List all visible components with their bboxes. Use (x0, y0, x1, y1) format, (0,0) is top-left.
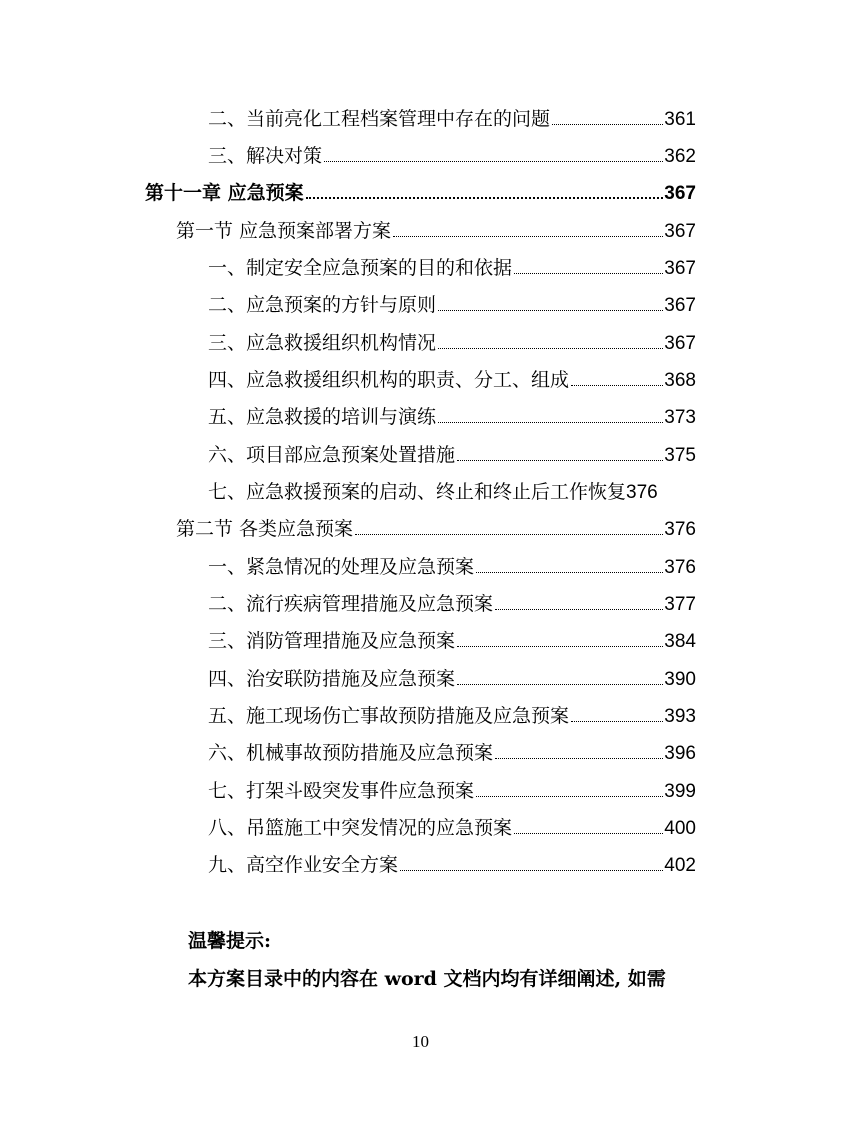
toc-entry-page: 376 (664, 557, 696, 578)
toc-entry-label: 二、应急预案的方针与原则 (208, 294, 437, 316)
toc-entry-label: 六、机械事故预防措施及应急预案 (208, 742, 494, 764)
toc-entry-page: 390 (664, 669, 696, 690)
toc-entry-label: 七、应急救援预案的启动、终止和终止后工作恢复 (208, 481, 627, 503)
dot-leader (495, 609, 663, 610)
toc-entry-page: 367 (664, 183, 696, 204)
toc-entry-label: 七、打架斗殴突发事件应急预案 (208, 780, 475, 802)
toc-entry-page: 376 (626, 482, 658, 503)
tip-heading: 温馨提示: (188, 930, 272, 952)
dot-leader (476, 572, 663, 573)
toc-entry[interactable] (208, 776, 696, 806)
toc-entry[interactable] (208, 589, 696, 619)
toc-entry-page: 361 (664, 109, 696, 130)
toc-entry-page: 367 (664, 295, 696, 316)
toc-entry[interactable] (208, 104, 696, 134)
toc-entry[interactable] (208, 328, 696, 358)
toc-entry[interactable] (208, 552, 696, 582)
dot-leader (438, 422, 663, 423)
toc-entry-page: 367 (664, 333, 696, 354)
toc-entry[interactable] (208, 402, 696, 432)
dot-leader (355, 534, 663, 535)
dot-leader (393, 236, 663, 237)
toc-entry-label: 三、消防管理措施及应急预案 (208, 630, 456, 652)
dot-leader (476, 796, 663, 797)
dot-leader (324, 161, 663, 162)
toc-entry-label: 二、流行疾病管理措施及应急预案 (208, 593, 494, 615)
page-number: 10 (412, 1032, 429, 1051)
dot-leader (571, 721, 663, 722)
toc-section-entry[interactable] (176, 514, 696, 544)
toc-entry[interactable] (208, 365, 696, 395)
toc-entry[interactable] (208, 253, 696, 283)
toc-entry-page: 367 (664, 221, 696, 242)
toc-section-entry[interactable] (176, 216, 696, 246)
toc-entry-page: 376 (664, 519, 696, 540)
toc-entry-label: 一、紧急情况的处理及应急预案 (208, 556, 475, 578)
toc-entry-page: 373 (664, 407, 696, 428)
dot-leader (514, 273, 663, 274)
dot-leader (457, 460, 663, 461)
dot-leader (400, 870, 663, 871)
toc-entry-label: 二、当前亮化工程档案管理中存在的问题 (208, 108, 551, 130)
toc-entry-label: 三、应急救援组织机构情况 (208, 332, 437, 354)
dot-leader (514, 833, 663, 834)
toc-entry-label: 三、解决对策 (208, 145, 323, 167)
toc-entry-page: 377 (664, 594, 696, 615)
toc-entry[interactable] (208, 141, 696, 171)
toc-entry-page: 400 (664, 818, 696, 839)
dot-leader (552, 124, 663, 125)
dot-leader (438, 348, 663, 349)
toc-entry[interactable] (208, 440, 696, 470)
toc-entry-page: 362 (664, 146, 696, 167)
toc-entry[interactable] (208, 290, 696, 320)
toc-entry-page: 384 (664, 631, 696, 652)
toc-entry-label: 九、高空作业安全方案 (208, 854, 399, 876)
toc-entry-page: 368 (664, 370, 696, 391)
toc-entry[interactable] (208, 477, 718, 507)
dot-leader (457, 684, 663, 685)
toc-entry[interactable] (208, 701, 696, 731)
dot-leader (438, 310, 663, 311)
toc-entry[interactable] (208, 626, 696, 656)
toc-entry-page: 393 (664, 706, 696, 727)
dot-leader (571, 385, 663, 386)
toc-entry-page: 399 (664, 781, 696, 802)
toc-entry-label: 一、制定安全应急预案的目的和依据 (208, 257, 513, 279)
tip-body: 本方案目录中的内容在 word 文档内均有详细阐述, 如需 (188, 968, 666, 990)
dot-leader (306, 197, 664, 199)
toc-entry-label: 五、应急救援的培训与演练 (208, 406, 437, 428)
toc-entry-page: 396 (664, 743, 696, 764)
toc-entry-label: 第二节 各类应急预案 (176, 518, 354, 540)
toc-entry-label: 六、项目部应急预案处置措施 (208, 444, 456, 466)
toc-entry-page: 375 (664, 445, 696, 466)
toc-entry-label: 第十一章 应急预案 (145, 182, 304, 204)
dot-leader (457, 646, 663, 647)
toc-chapter-entry[interactable] (145, 178, 696, 208)
toc-entry[interactable] (208, 738, 696, 768)
toc-entry-label: 第一节 应急预案部署方案 (176, 220, 392, 242)
toc-entry-label: 五、施工现场伤亡事故预防措施及应急预案 (208, 705, 570, 727)
toc-entry-label: 四、应急救援组织机构的职责、分工、组成 (208, 369, 570, 391)
dot-leader (495, 758, 663, 759)
toc-entry-label: 四、治安联防措施及应急预案 (208, 668, 456, 690)
toc-entry[interactable] (208, 664, 696, 694)
toc-entry[interactable] (208, 850, 696, 880)
toc-entry-label: 八、吊篮施工中突发情况的应急预案 (208, 817, 513, 839)
toc-entry[interactable] (208, 813, 696, 843)
toc-entry-page: 367 (664, 258, 696, 279)
toc-entry-page: 402 (664, 855, 696, 876)
